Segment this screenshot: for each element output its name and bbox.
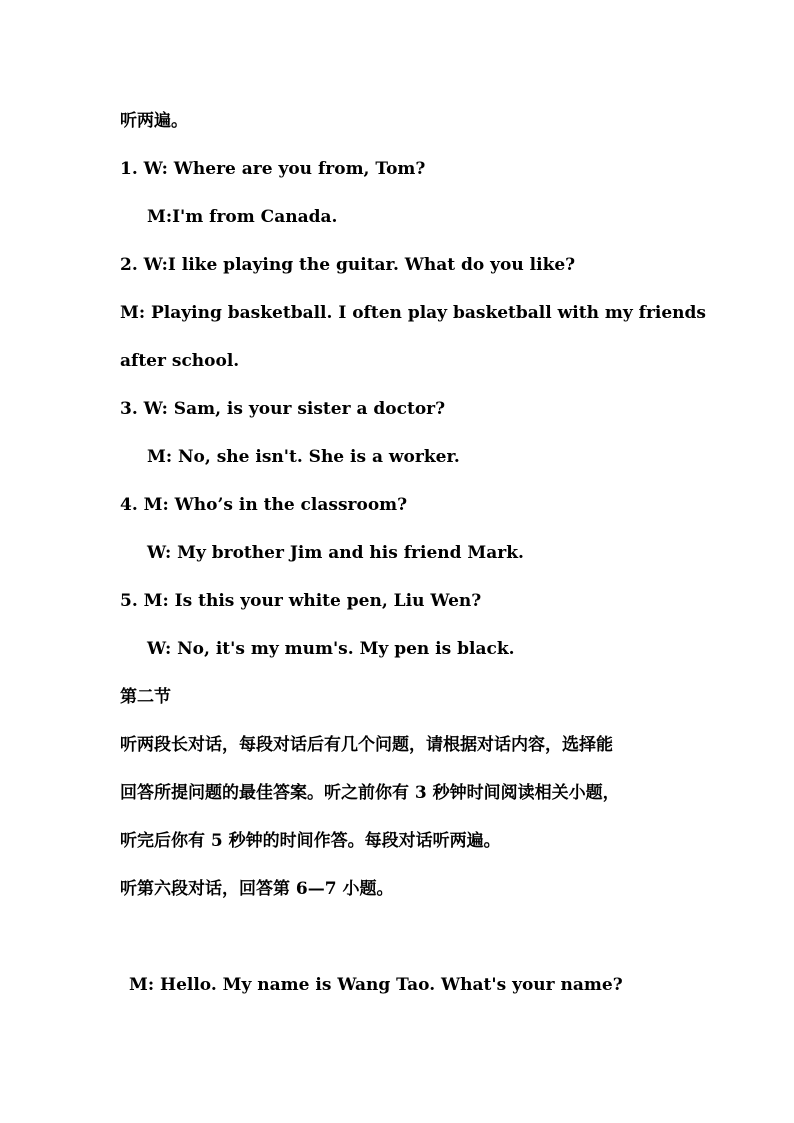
dialogue-line-3w: 3. W: Sam, is your sister a doctor? — [120, 399, 446, 419]
dialogue-six-instruction: 听第六段对话，回答第 6—7 小题。 — [120, 879, 394, 899]
dialogue-line-5m: 5. M: Is this your white pen, Liu Wen? — [120, 591, 482, 611]
section-instruction: 听两遍。 — [120, 111, 188, 131]
dialogue-line-1m: M:I'm from Canada. — [147, 207, 338, 227]
dialogue-line-1w: 1. W: Where are you from, Tom? — [120, 159, 426, 179]
dialogue-line-3m: M: No, she isn't. She is a worker. — [147, 447, 460, 467]
instruction-paragraph-line-2: 回答所提问题的最佳答案。听之前你有 3 秒钟时间阅读相关小题， — [120, 783, 620, 803]
dialogue-line-2w: 2. W:I like playing the guitar. What do you like? — [120, 255, 576, 275]
dialogue-line-2m-cont: after school. — [120, 351, 240, 371]
dialogue-line-2m: M: Playing basketball. I often play basketball with my friends — [120, 303, 706, 323]
dialogue-line-4w: W: My brother Jim and his friend Mark. — [147, 543, 524, 563]
section-heading: 第二节 — [120, 687, 171, 707]
dialogue-six-line-1: M: Hello. My name is Wang Tao. What's your name? — [129, 975, 623, 995]
instruction-paragraph-line-3: 听完后你有 5 秒钟的时间作答。每段对话听两遍。 — [120, 831, 501, 851]
instruction-paragraph-line-1: 听两段长对话，每段对话后有几个问题，请根据对话内容，选择能 — [120, 735, 613, 755]
dialogue-line-5w: W: No, it's my mum's. My pen is black. — [147, 639, 515, 659]
dialogue-line-4m: 4. M: Who’s in the classroom? — [120, 495, 408, 515]
